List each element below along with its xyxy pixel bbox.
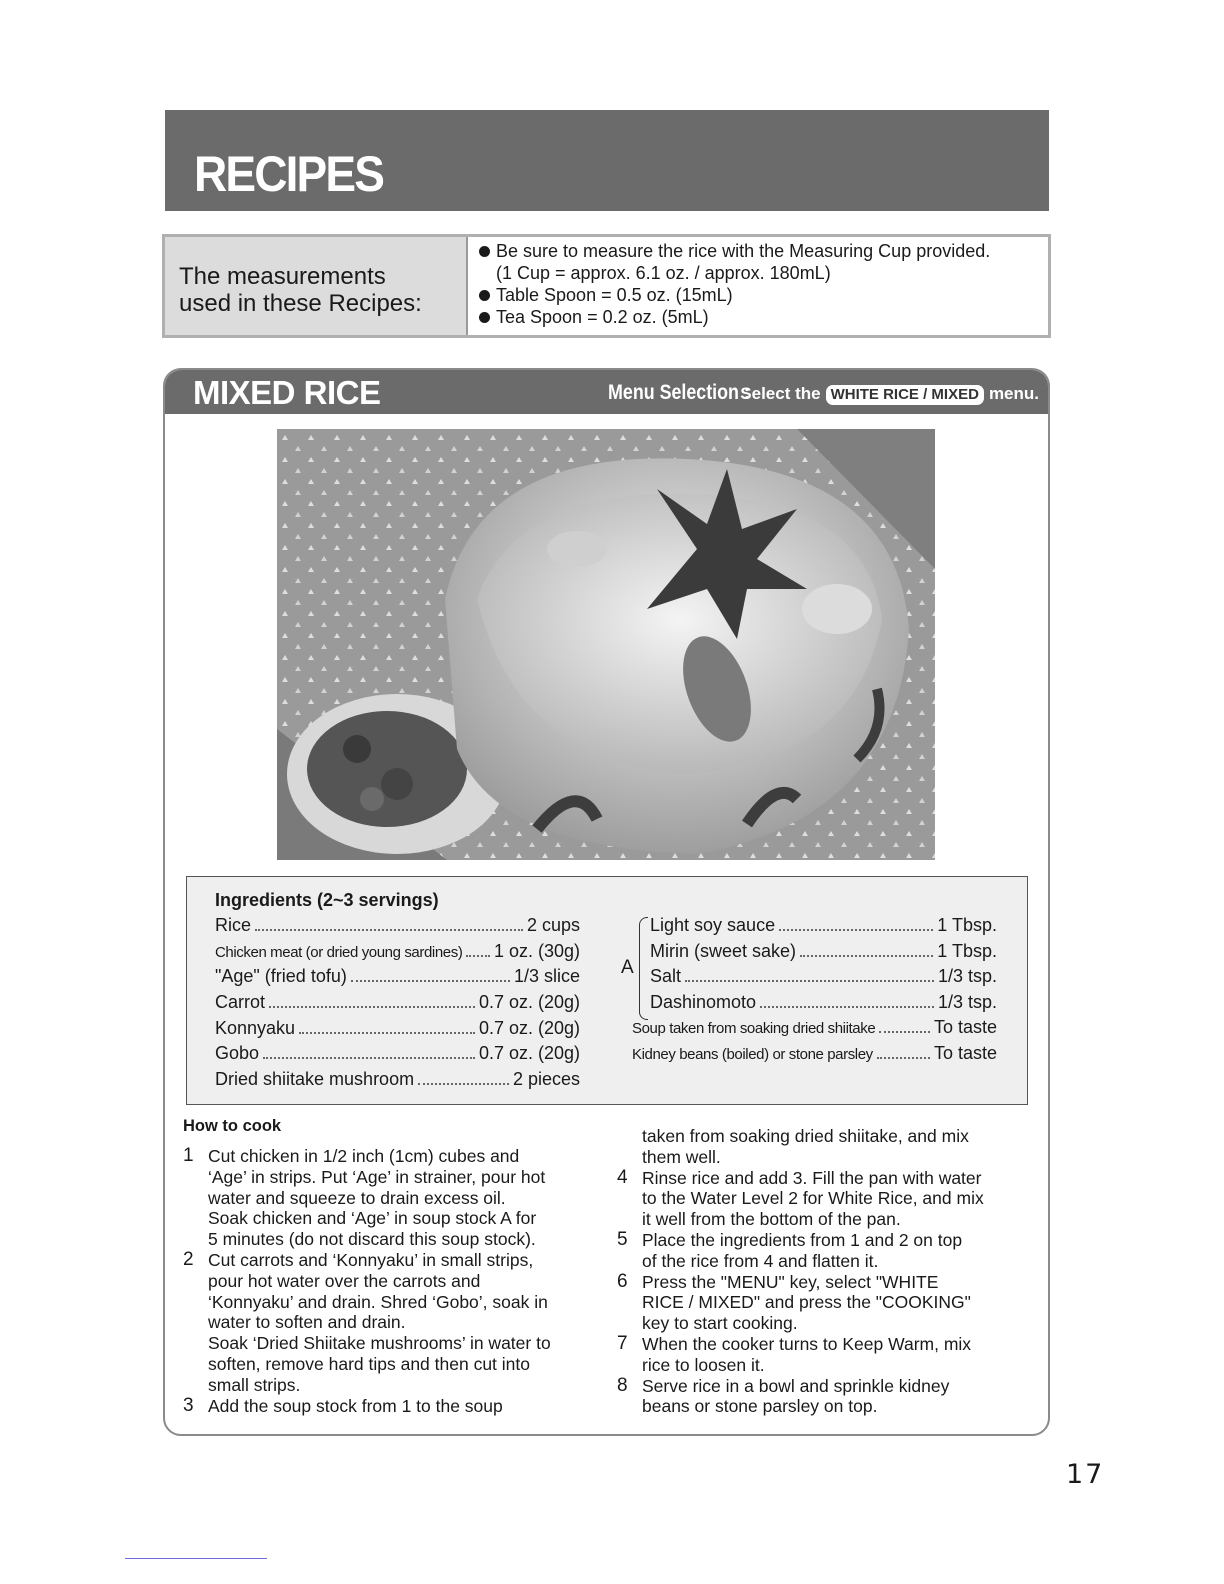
step-3 [183,1396,589,1417]
step-4 [617,1168,1029,1230]
step-text [642,1334,1029,1376]
ingredient-amount: 0.7 oz. (20g) [478,1017,580,1038]
step-line: RICE / MIXED" and press the "COOKING" [642,1292,971,1313]
step-number: 2 [183,1248,194,1270]
leader-dots [466,955,490,957]
ingredient-name: Chicken meat (or dried young sardines) [215,943,463,961]
step-line: Press the "MENU" key, select "WHITE [642,1271,939,1292]
ingredient-amount: 2 cups [526,915,580,935]
step-text [642,1230,1029,1272]
step-6 [617,1272,1029,1334]
seasoning-amount: 1/3 tsp. [937,992,997,1013]
recipe-title: MIXED RICE [193,374,381,411]
step-line: ‘Konnyaku’ and drain. Shred ‘Gobo’, soak in [208,1291,548,1312]
step-line: to the Water Level 2 for White Rice, and mix [642,1188,984,1209]
seasoning-name: Dashinomoto [650,992,757,1013]
ingredient-row [215,992,580,1018]
ingredients-title: Ingredients (2~3 servings) [215,890,439,910]
seasoning-row [632,941,997,967]
seasoning-name: Mirin (sweet sake) [650,940,797,961]
step-number: 1 [183,1145,194,1166]
seasoning-name: Light soy sauce [650,915,776,935]
extras-list [632,1017,997,1068]
measurements-box [162,234,1051,338]
step-line: small strips. [208,1374,301,1395]
menu-selection-suffix: menu. [988,384,1039,403]
seasoning-row [632,915,997,941]
ingredient-name: Konnyaku [215,1017,296,1038]
page-title: RECIPES [194,146,384,202]
step-line: Serve rice in a bowl and sprinkle kidney [642,1375,950,1396]
measurements-label-line1: The measurements [179,263,386,290]
step-line: it well from the bottom of the pan. [642,1209,901,1230]
extra-name: Kidney beans (boiled) or stone parsley [632,1045,873,1063]
step-8 [617,1376,1029,1418]
seasoning-amount: 1 Tbsp. [937,915,997,935]
measurements-label-line2: used in these Recipes: [179,290,422,317]
leader-dots [760,1006,934,1008]
menu-selection-prefix: Menu Selection : [608,381,751,404]
leader-dots [255,929,523,931]
ingredient-name: "Age" (fried tofu) [215,966,347,987]
step-5 [617,1230,1029,1272]
ingredient-name: Carrot [215,992,266,1013]
measurements-list [468,237,990,335]
step-7 [617,1334,1029,1376]
seasoning-name: Salt [650,966,682,987]
ingredient-row [215,1043,580,1069]
seasoning-amount: 1/3 tsp. [937,966,997,987]
ingredient-amount: 2 pieces [512,1069,580,1090]
step-number: 3 [183,1394,194,1416]
recipes-banner [165,110,1049,211]
step-line: water to soften and drain. [208,1312,406,1333]
step-line: Add the soup stock from 1 to the soup [208,1395,503,1416]
step-2 [183,1250,589,1396]
mixed-rice-header [165,370,1048,414]
step-number [617,1126,642,1168]
seasoning-row [632,966,997,992]
extra-row [632,1017,997,1043]
cup-note-detail: (1 Cup = approx. 6.1 oz. / approx. 180mL) [496,263,831,283]
leader-dots [269,1006,475,1008]
step-line: 5 minutes (do not discard this soup stock). [208,1229,536,1250]
how-to-cook-title: How to cook [183,1117,282,1135]
step-line: water and squeeze to drain excess oil. [208,1187,506,1208]
ingredient-amount: 1 oz. (30g) [493,940,580,961]
ingredients-list [215,915,580,1095]
step-1 [183,1146,589,1250]
menu-key-badge: WHITE RICE / MIXED [826,385,984,405]
seasoning-list [632,915,997,1018]
step-line: Cut carrots and ‘Konnyaku’ in small strips, [208,1249,534,1270]
page-number: 17 [1066,1459,1105,1490]
leader-dots [879,1031,930,1033]
menu-selection [583,382,1039,405]
seasoning-row [632,992,997,1018]
how-to-cook-col2 [617,1126,1029,1417]
ingredient-name: Rice [215,915,252,935]
ingredient-row [215,1018,580,1044]
recipe-photo [277,429,935,860]
ingredient-amount: 0.7 oz. (20g) [478,992,580,1013]
ingredient-row [215,941,580,967]
leader-dots [351,980,510,982]
ingredient-row [215,1069,580,1095]
step-text [642,1376,1029,1418]
step-text [642,1272,1029,1334]
ingredient-amount: 1/3 slice [513,966,580,987]
step-line: pour hot water over the carrots and [208,1270,481,1291]
how-to-cook-col1 [183,1116,589,1416]
step-3-continued [617,1126,1029,1168]
teaspoon-note: Tea Spoon = 0.2 oz. (5mL) [478,306,990,328]
leader-dots [685,980,934,982]
leader-dots [800,955,933,957]
step-text [208,1250,589,1396]
step-line: When the cooker turns to Keep Warm, mix [642,1333,972,1354]
leader-dots [418,1083,509,1085]
step-line: of the rice from 4 and flatten it. [642,1250,879,1271]
mixed-rice-bowl-photo [277,429,935,860]
leader-dots [299,1032,475,1034]
leader-dots [263,1057,475,1059]
mixed-rice-section [163,368,1050,1436]
step-line: Cut chicken in 1/2 inch (1cm) cubes and [208,1146,520,1166]
step-number: 8 [617,1374,628,1396]
step-number: 7 [617,1332,628,1354]
step-line: Soak chicken and ‘Age’ in soup stock A for [208,1208,537,1229]
step-line: beans or stone parsley on top. [642,1396,878,1417]
step-text [642,1168,1029,1230]
ingredient-name: Dried shiitake mushroom [215,1069,415,1090]
footer-rule [125,1558,267,1559]
extra-name: Soup taken from soaking dried shiitake [632,1020,876,1037]
menu-selection-select: Select the [740,384,821,403]
leader-dots [877,1057,930,1059]
ingredient-row [215,915,580,941]
seasoning-amount: 1 Tbsp. [937,940,997,961]
step-line: soften, remove hard tips and then cut into [208,1353,530,1374]
ingredient-amount: 0.7 oz. (20g) [478,1043,580,1064]
tablespoon-note: Table Spoon = 0.5 oz. (15mL) [478,284,990,306]
step-text [208,1146,589,1250]
measurements-label [165,237,468,335]
step-line: taken from soaking dried shiitake, and mix [642,1126,969,1146]
step-line: Rinse rice and add 3. Fill the pan with water [642,1167,982,1188]
cup-note: Be sure to measure the rice with the Measuring Cup provided. [478,240,990,262]
step-number: 6 [617,1270,628,1292]
step-line: key to start cooking. [642,1313,798,1334]
ingredient-row [215,966,580,992]
extra-amount: To taste [933,1017,997,1037]
extra-row [632,1043,997,1069]
step-line: Place the ingredients from 1 and 2 on top [642,1229,963,1250]
step-text [208,1396,589,1417]
extra-amount: To taste [933,1042,997,1063]
step-number: 4 [617,1166,628,1188]
ingredients-box [186,876,1028,1105]
ingredient-name: Gobo [215,1043,260,1064]
leader-dots [779,929,933,931]
step-number: 5 [617,1228,628,1250]
step-line: ‘Age’ in strips. Put ‘Age’ in strainer, pour hot [208,1166,546,1187]
group-a-label: A [621,957,634,978]
step-text [642,1126,1029,1168]
step-line: rice to loosen it. [642,1354,765,1375]
step-line: them well. [642,1146,721,1167]
step-line: Soak ‘Dried Shiitake mushrooms’ in water to [208,1333,551,1354]
